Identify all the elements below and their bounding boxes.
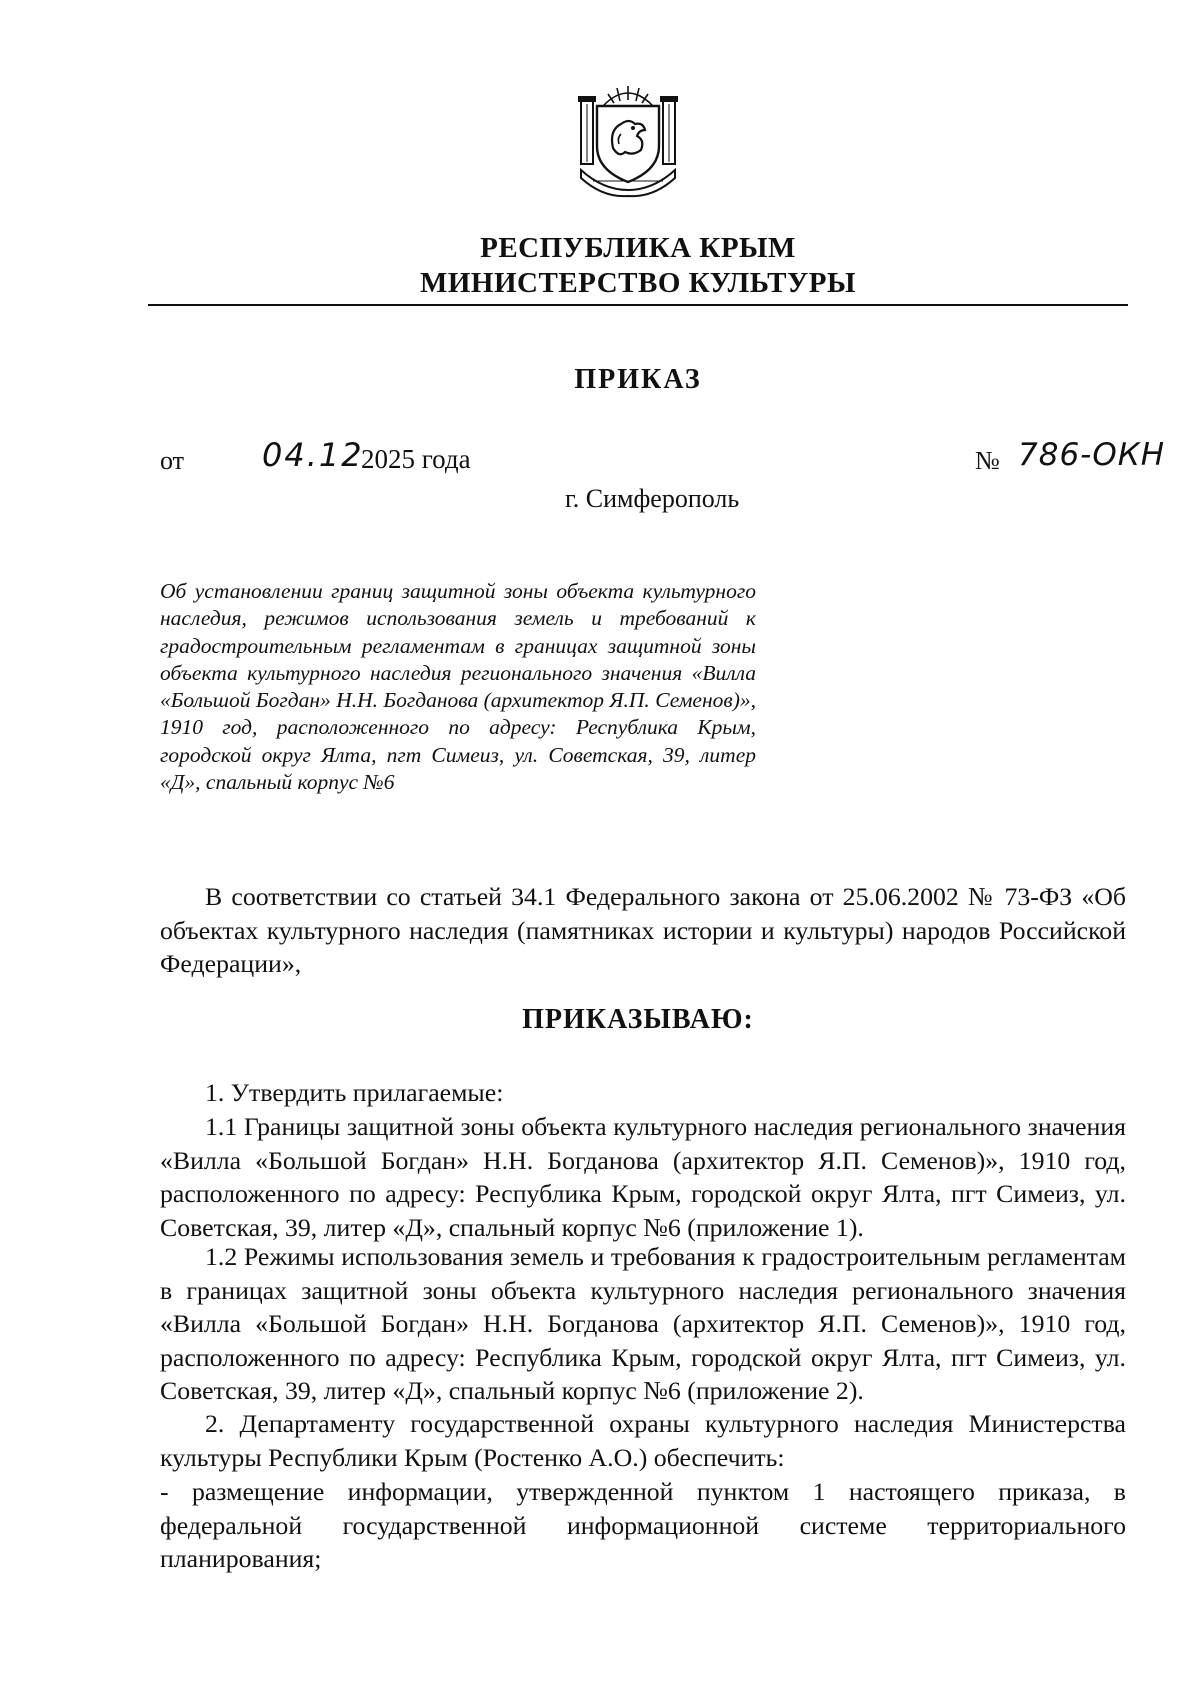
preamble-paragraph: В соответствии со статьей 34.1 Федерального закона от 25.06.2002 № 73-ФЗ «Об объектах культурного наследия (памятниках истории и культуры) народов Российской Федерации», (160, 882, 1126, 979)
item-2: 2. Департаменту государственной охраны культурного наследия Министерства культуры Республики Крым (Ростенко А.О.) обеспечить: (160, 1409, 1126, 1472)
crimea-coat-of-arms-emblem (573, 78, 683, 198)
number-sign: № (975, 446, 1000, 475)
header-divider (148, 304, 1128, 306)
order-subject: Об установлении границ защитной зоны объекта культурного наследия, режимов использования земель и требований к градостроительным регламентам в границах защитной зоны объекта культурного наследия регионального значения «Вилла «Большой Богдан» Н.Н. Богданова (архитектор Я.П. Семенов)», 1910 год, расположенного по адресу: Республика Крым, городской округ Ялта, пгт Симеиз, ул. Советская, 39, литер «Д», спальный корпус №6 (160, 579, 756, 795)
date-from-label: от (160, 446, 185, 475)
date-year: 2025 года (361, 444, 471, 474)
item-1-2: 1.2 Режимы использования земель и требования к градостроительным регламентам в границах защитной зоны объекта культурного наследия регионального значения «Вилла «Большой Богдан» Н.Н. Богданова (архитектор Я.П. Семенов)», 1910 год, расположенного по адресу: Республика Крым, городской округ Ялта, пгт Симеиз, ул. Советская, 39, литер «Д», спальный корпус №6 (приложение 2). (160, 1242, 1126, 1406)
header-republic: РЕСПУБЛИКА КРЫМ (480, 232, 796, 264)
order-heading: ПРИКАЗЫВАЮ: (522, 1004, 754, 1035)
item-1: 1. Утвердить прилагаемые: (205, 1078, 504, 1107)
item-2-bullet: - размещение информации, утвержденной пунктом 1 настоящего приказа, в федеральной государственной информационной системе территориального планирования; (160, 1477, 1126, 1574)
handwritten-order-number: 786-ОКН (1018, 437, 1166, 473)
city-name: г. Симферополь (565, 484, 740, 513)
item-1-1: 1.1 Границы защитной зоны объекта культурного наследия регионального значения «Вилла «Большой Богдан» Н.Н. Богданова (архитектор Я.П. Семенов)», 1910 год, расположенного по адресу: Республика Крым, городской округ Ялта, пгт Симеиз, ул. Советская, 39, литер «Д», спальный корпус №6 (приложение 1). (160, 1112, 1126, 1242)
document-title: ПРИКАЗ (574, 364, 702, 395)
handwritten-date: 04.12 (262, 436, 364, 474)
header-ministry: МИНИСТЕРСТВО КУЛЬТУРЫ (420, 267, 856, 299)
